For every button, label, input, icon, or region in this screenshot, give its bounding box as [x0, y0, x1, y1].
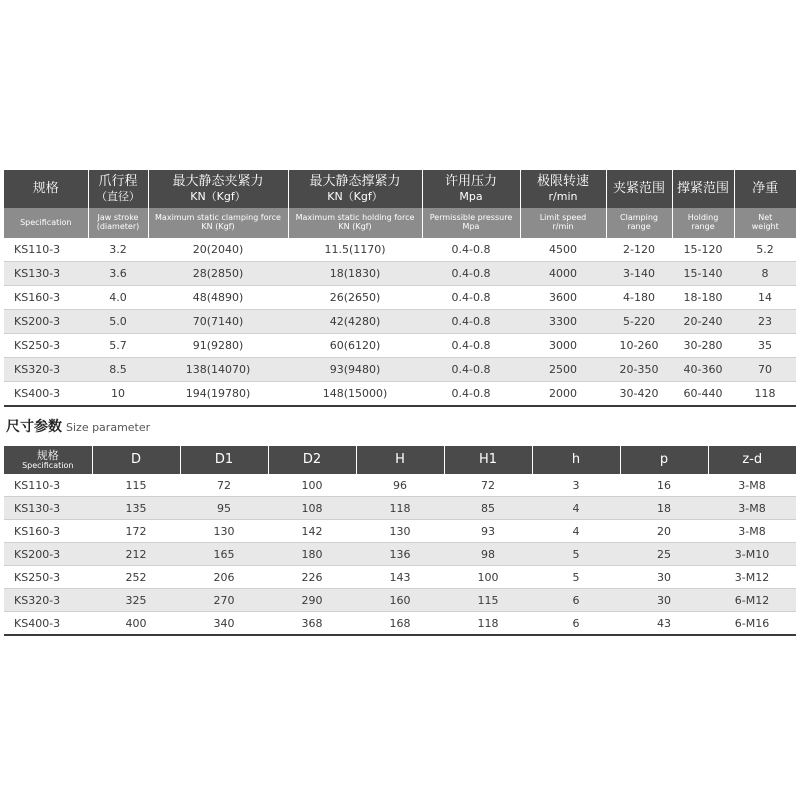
- model-cell: KS320-3: [4, 589, 92, 612]
- value-cell: 2500: [520, 358, 606, 382]
- value-cell: 5: [532, 543, 620, 566]
- value-cell: 6-M16: [708, 612, 796, 636]
- value-cell: 3.2: [88, 238, 148, 262]
- value-cell: 10-260: [606, 334, 672, 358]
- value-cell: 138(14070): [148, 358, 288, 382]
- value-cell: 26(2650): [288, 286, 422, 310]
- size-header-cell-spec: 规格 Specification: [22, 448, 74, 470]
- value-cell: 14: [734, 286, 796, 310]
- spec-subheader-cell: Clamping range: [606, 208, 672, 238]
- value-cell: 20-240: [672, 310, 734, 334]
- table-row: [4, 543, 796, 566]
- value-cell: 130: [180, 520, 268, 543]
- value-cell: 98: [444, 543, 532, 566]
- spec-subheader-cell: Maximum static clamping force KN (Kgf): [148, 208, 288, 238]
- value-cell: 168: [356, 612, 444, 636]
- size-header-cell: h: [532, 446, 620, 474]
- value-cell: 172: [92, 520, 180, 543]
- spec-header-cell: 撑紧范围: [672, 170, 734, 208]
- value-cell: 136: [356, 543, 444, 566]
- value-cell: 0.4-0.8: [422, 358, 520, 382]
- spec-header-cell: 极限转速 r/min: [520, 170, 606, 208]
- table-row: [4, 262, 796, 286]
- value-cell: 18(1830): [288, 262, 422, 286]
- value-cell: 3600: [520, 286, 606, 310]
- value-cell: 10: [88, 382, 148, 407]
- value-cell: 3: [532, 474, 620, 497]
- value-cell: 135: [92, 497, 180, 520]
- table-row: [4, 334, 796, 358]
- value-cell: 118: [444, 612, 532, 636]
- table-row: [4, 566, 796, 589]
- spec-header-cell: 最大静态夹紧力 KN（Kgf）: [148, 170, 288, 208]
- value-cell: 340: [180, 612, 268, 636]
- value-cell: 108: [268, 497, 356, 520]
- value-cell: 11.5(1170): [288, 238, 422, 262]
- value-cell: 4: [532, 520, 620, 543]
- value-cell: 60(6120): [288, 334, 422, 358]
- value-cell: 5-220: [606, 310, 672, 334]
- value-cell: 130: [356, 520, 444, 543]
- value-cell: 91(9280): [148, 334, 288, 358]
- value-cell: 85: [444, 497, 532, 520]
- value-cell: 226: [268, 566, 356, 589]
- model-cell: KS200-3: [4, 310, 88, 334]
- model-cell: KS250-3: [4, 334, 88, 358]
- model-cell: KS130-3: [4, 262, 88, 286]
- value-cell: 15-120: [672, 238, 734, 262]
- value-cell: 3300: [520, 310, 606, 334]
- value-cell: 4: [532, 497, 620, 520]
- model-cell: KS160-3: [4, 520, 92, 543]
- spec-header-cell: 净重: [734, 170, 796, 208]
- table-row: [4, 497, 796, 520]
- size-header-cell: z-d: [708, 446, 796, 474]
- value-cell: 30: [620, 589, 708, 612]
- value-cell: 4500: [520, 238, 606, 262]
- spec-subheader-row: [4, 208, 796, 238]
- value-cell: 18-180: [672, 286, 734, 310]
- value-cell: 148(15000): [288, 382, 422, 407]
- value-cell: 0.4-0.8: [422, 286, 520, 310]
- value-cell: 30: [620, 566, 708, 589]
- value-cell: 30-420: [606, 382, 672, 407]
- value-cell: 20(2040): [148, 238, 288, 262]
- spec-subheader-cell: Limit speed r/min: [520, 208, 606, 238]
- value-cell: 180: [268, 543, 356, 566]
- table-row: [4, 520, 796, 543]
- value-cell: 4-180: [606, 286, 672, 310]
- value-cell: 3-M8: [708, 520, 796, 543]
- value-cell: 212: [92, 543, 180, 566]
- spec-header-cell: 爪行程 （直径）: [88, 170, 148, 208]
- value-cell: 3-M12: [708, 566, 796, 589]
- value-cell: 40-360: [672, 358, 734, 382]
- value-cell: 194(19780): [148, 382, 288, 407]
- value-cell: 43: [620, 612, 708, 636]
- spec-subheader-cell: Holding range: [672, 208, 734, 238]
- value-cell: 6: [532, 612, 620, 636]
- size-header-cell: D: [92, 446, 180, 474]
- value-cell: 5.0: [88, 310, 148, 334]
- value-cell: 325: [92, 589, 180, 612]
- value-cell: 115: [92, 474, 180, 497]
- value-cell: 72: [444, 474, 532, 497]
- value-cell: 70: [734, 358, 796, 382]
- value-cell: 3-M10: [708, 543, 796, 566]
- size-header-cell: D2: [268, 446, 356, 474]
- value-cell: 270: [180, 589, 268, 612]
- model-cell: KS160-3: [4, 286, 88, 310]
- value-cell: 206: [180, 566, 268, 589]
- size-table: [4, 446, 796, 636]
- table-row: [4, 286, 796, 310]
- spec-subheader-cell: Net weight: [734, 208, 796, 238]
- value-cell: 2-120: [606, 238, 672, 262]
- value-cell: 60-440: [672, 382, 734, 407]
- table-row: [4, 612, 796, 636]
- spec-header-cell: 规格: [32, 180, 59, 196]
- size-header-cell: D1: [180, 446, 268, 474]
- value-cell: 93: [444, 520, 532, 543]
- table-row: [4, 238, 796, 262]
- spec-subheader-cell: Jaw stroke (diameter): [88, 208, 148, 238]
- model-cell: KS110-3: [4, 474, 92, 497]
- model-cell: KS200-3: [4, 543, 92, 566]
- model-cell: KS400-3: [4, 612, 92, 636]
- value-cell: 290: [268, 589, 356, 612]
- spec-table: [4, 170, 796, 407]
- value-cell: 70(7140): [148, 310, 288, 334]
- value-cell: 400: [92, 612, 180, 636]
- value-cell: 4.0: [88, 286, 148, 310]
- value-cell: 368: [268, 612, 356, 636]
- value-cell: 118: [356, 497, 444, 520]
- value-cell: 23: [734, 310, 796, 334]
- size-title-en: Size parameter: [66, 421, 151, 434]
- value-cell: 96: [356, 474, 444, 497]
- model-cell: KS130-3: [4, 497, 92, 520]
- value-cell: 165: [180, 543, 268, 566]
- value-cell: 8.5: [88, 358, 148, 382]
- value-cell: 35: [734, 334, 796, 358]
- value-cell: 93(9480): [288, 358, 422, 382]
- value-cell: 42(4280): [288, 310, 422, 334]
- value-cell: 48(4890): [148, 286, 288, 310]
- value-cell: 3000: [520, 334, 606, 358]
- value-cell: 143: [356, 566, 444, 589]
- value-cell: 2000: [520, 382, 606, 407]
- table-row: [4, 310, 796, 334]
- model-cell: KS250-3: [4, 566, 92, 589]
- size-title-zh: 尺寸参数: [6, 419, 62, 435]
- value-cell: 95: [180, 497, 268, 520]
- value-cell: 8: [734, 262, 796, 286]
- value-cell: 142: [268, 520, 356, 543]
- value-cell: 28(2850): [148, 262, 288, 286]
- value-cell: 0.4-0.8: [422, 262, 520, 286]
- value-cell: 100: [444, 566, 532, 589]
- table-row: [4, 589, 796, 612]
- spec-header-cell: 夹紧范围: [606, 170, 672, 208]
- value-cell: 0.4-0.8: [422, 382, 520, 407]
- value-cell: 20-350: [606, 358, 672, 382]
- value-cell: 3-M8: [708, 474, 796, 497]
- value-cell: 15-140: [672, 262, 734, 286]
- size-header-cell: H: [356, 446, 444, 474]
- size-header-row: [4, 446, 796, 474]
- value-cell: 6-M12: [708, 589, 796, 612]
- value-cell: 160: [356, 589, 444, 612]
- value-cell: 100: [268, 474, 356, 497]
- value-cell: 18: [620, 497, 708, 520]
- value-cell: 118: [734, 382, 796, 407]
- spec-subheader-cell: Permissible pressure Mpa: [422, 208, 520, 238]
- value-cell: 3-M8: [708, 497, 796, 520]
- value-cell: 5.7: [88, 334, 148, 358]
- value-cell: 25: [620, 543, 708, 566]
- spec-header-row: [4, 170, 796, 208]
- table-row: [4, 382, 796, 407]
- table-row: [4, 474, 796, 497]
- value-cell: 3-140: [606, 262, 672, 286]
- value-cell: 0.4-0.8: [422, 334, 520, 358]
- spec-header-cell: 最大静态撑紧力 KN（Kgf）: [288, 170, 422, 208]
- value-cell: 30-280: [672, 334, 734, 358]
- value-cell: 5: [532, 566, 620, 589]
- value-cell: 72: [180, 474, 268, 497]
- spec-header-cell: 许用压力 Mpa: [422, 170, 520, 208]
- model-cell: KS320-3: [4, 358, 88, 382]
- value-cell: 3.6: [88, 262, 148, 286]
- model-cell: KS110-3: [4, 238, 88, 262]
- spec-subheader-cell: Maximum static holding force KN (Kgf): [288, 208, 422, 238]
- model-cell: KS400-3: [4, 382, 88, 407]
- size-section-title: [6, 416, 150, 436]
- value-cell: 4000: [520, 262, 606, 286]
- value-cell: 5.2: [734, 238, 796, 262]
- value-cell: 20: [620, 520, 708, 543]
- spec-subheader-cell: Specification: [20, 217, 72, 227]
- value-cell: 0.4-0.8: [422, 310, 520, 334]
- size-header-cell: H1: [444, 446, 532, 474]
- value-cell: 252: [92, 566, 180, 589]
- value-cell: 16: [620, 474, 708, 497]
- value-cell: 0.4-0.8: [422, 238, 520, 262]
- value-cell: 6: [532, 589, 620, 612]
- value-cell: 115: [444, 589, 532, 612]
- table-row: [4, 358, 796, 382]
- size-header-cell: p: [620, 446, 708, 474]
